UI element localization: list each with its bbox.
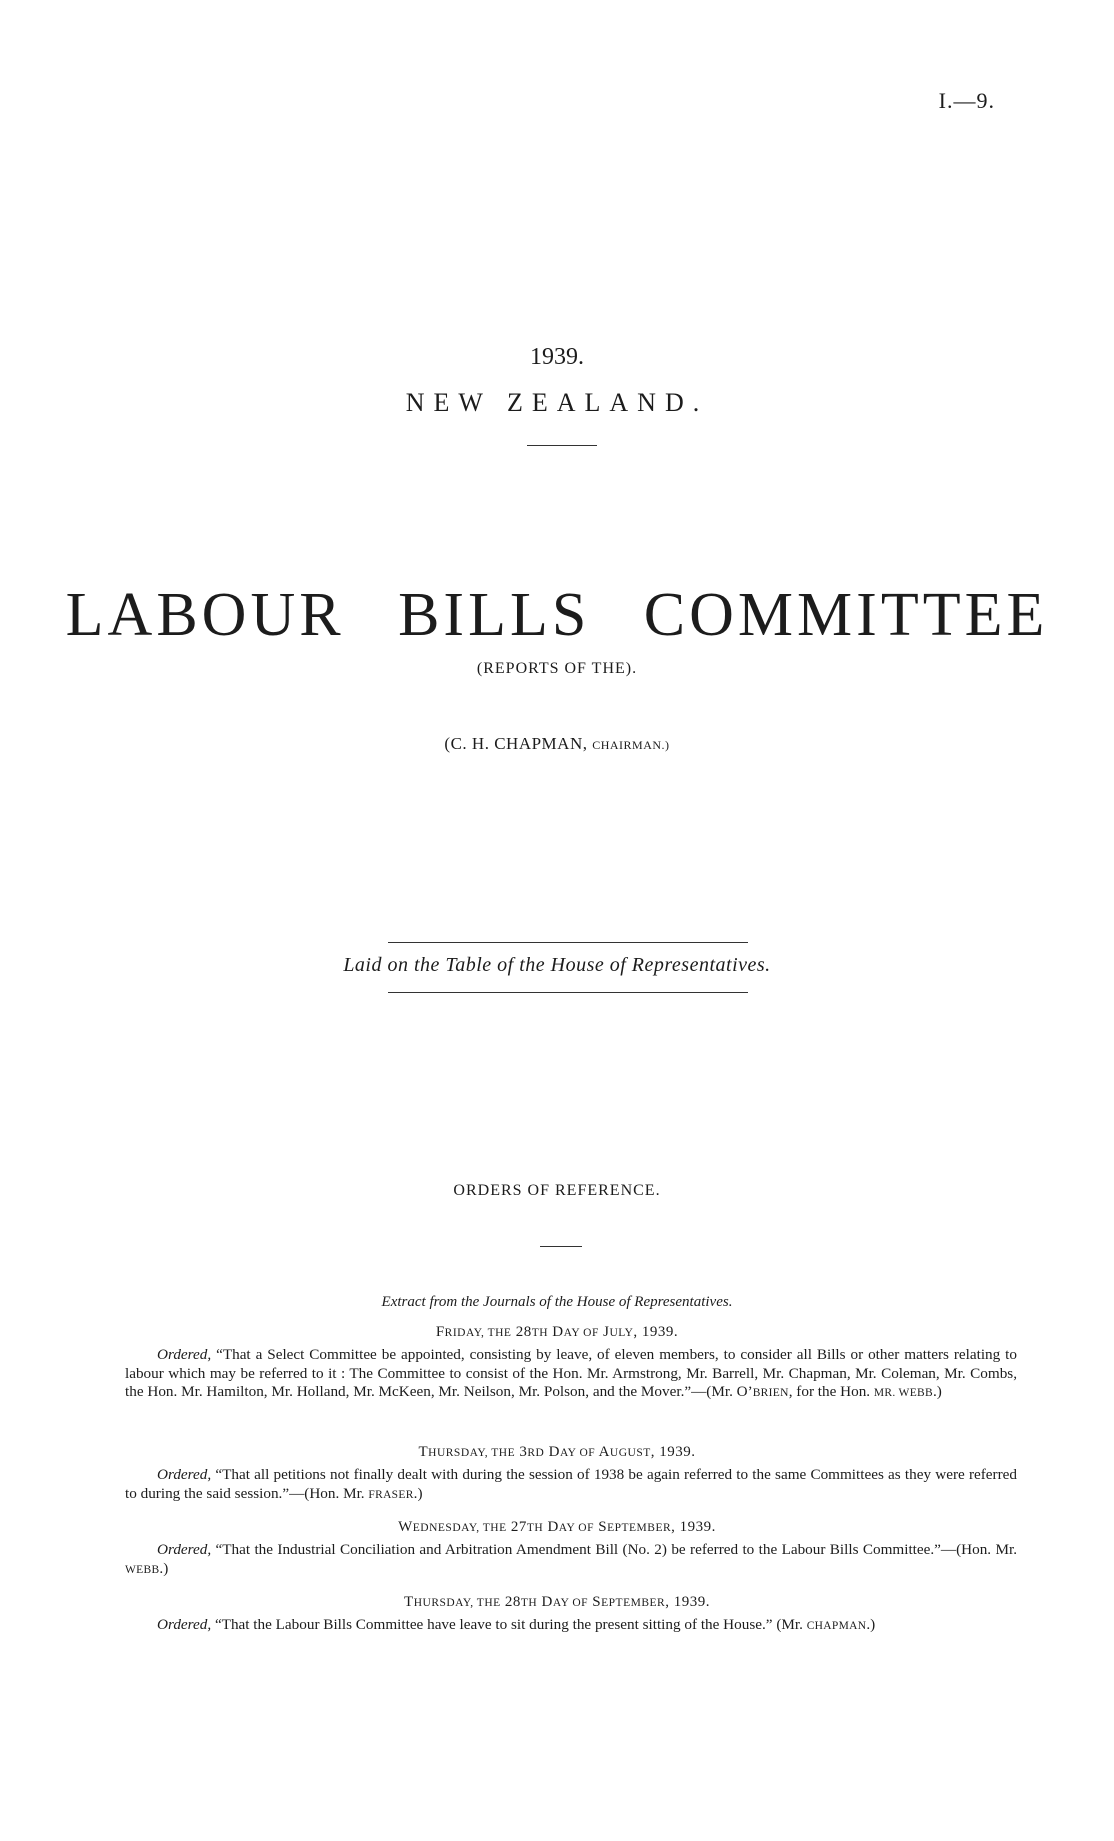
order-date: THURSDAY, THE 3RD DAY OF AUGUST, 1939.	[418, 1444, 696, 1460]
order-text: Ordered, “That the Industrial Conciliation and Arbitration Amendment Bill (No. 2) be referred to the Labour Bills Committee.”—(Hon. Mr. WEBB.)	[125, 1541, 1017, 1577]
divider-rule	[540, 1246, 582, 1247]
country-heading: NEW ZEALAND.	[405, 388, 709, 417]
chairman-name: (C. H. CHAPMAN,	[444, 734, 588, 753]
document-title: LABOUR BILLS COMMITTEE	[65, 581, 1049, 649]
journal-extract-heading: Extract from the Journals of the House of Representatives.	[381, 1294, 733, 1310]
document-subtitle: (REPORTS OF THE).	[476, 660, 638, 677]
order-date: FRIDAY, THE 28TH DAY OF JULY, 1939.	[435, 1324, 679, 1340]
page-number: I.—9.	[938, 88, 995, 113]
laid-on-table-notice: Laid on the Table of the House of Representatives.	[343, 954, 771, 976]
chairman-line	[0, 734, 1114, 754]
order-date: THURSDAY, THE 28TH DAY OF SEPTEMBER, 1939.	[404, 1594, 710, 1610]
order-date: WEDNESDAY, THE 27TH DAY OF SEPTEMBER, 1939.	[398, 1519, 716, 1535]
document-year: 1939.	[530, 344, 584, 370]
divider-rule	[388, 992, 748, 993]
order-text: Ordered, “That the Labour Bills Committee have leave to sit during the present sitting of the House.” (Mr. CHAPMAN.)	[157, 1616, 876, 1633]
order-text: Ordered, “That a Select Committee be appointed, consisting by leave, of eleven members, to consider all Bills or other matters relating to labour which may be referred to it : The Committee to consist of the Hon. Mr. Armstrong, Mr. Barrell, Mr. Chapman, Mr. Coleman, Mr. Combs, the Hon. Mr. Hamilton, Mr. Holland, Mr. McKeen, Mr. Neilson, Mr. Polson, and the Mover.”—(Mr. O’BRIEN, for the Hon. MR. WEBB.)	[125, 1346, 1017, 1400]
divider-rule	[388, 942, 748, 943]
orders-of-reference-heading: ORDERS OF REFERENCE.	[453, 1182, 661, 1199]
order-text: Ordered, “That all petitions not finally dealt with during the session of 1938 be again referred to the same Committees as they were referred to during the said session.”—(Hon. Mr. FRASER.)	[125, 1466, 1017, 1502]
divider-rule	[527, 445, 597, 446]
chairman-role: CHAIRMAN.)	[592, 738, 670, 752]
